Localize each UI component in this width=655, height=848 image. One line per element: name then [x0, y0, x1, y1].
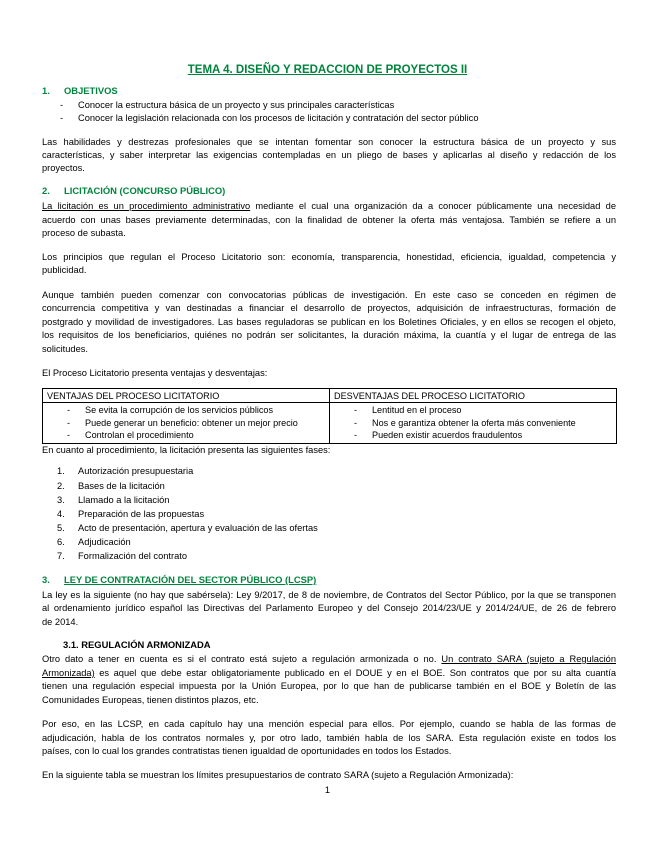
- sara-line-2: Armonizada) es aquel que debe estar obligatoriamente publicado en el DOUE y en el BOE. Son contratos que por su alta cuantía: [42, 668, 616, 678]
- section-3-title: LEY DE CONTRATACIÓN DEL SECTOR PÚBLICO (LCSP): [64, 574, 317, 585]
- phases-intro: En cuanto al procedimiento, la licitación presenta las siguientes fases:: [42, 445, 331, 455]
- convocatorias-line-1: Aunque también pueden comenzar con convocatorias públicas de investigación. En este caso se conceden en régimen de: [42, 290, 616, 300]
- convocatorias-line-3: postgrado y movilidad de investigadores. Las bases reguladoras se publican en los Boletines Oficiales, y en ellos se recogen el objeto,: [42, 317, 616, 327]
- section-2-title: LICITACIÓN (CONCURSO PÚBLICO): [64, 185, 226, 196]
- advantages-table: [42, 388, 617, 444]
- phase-text-1: Autorización presupuestaria: [78, 466, 194, 476]
- phase-number-2: 2.: [57, 481, 65, 491]
- disadvantages-cell: [330, 403, 617, 444]
- table-intro: El Proceso Licitatorio presenta ventajas y desventajas:: [42, 368, 268, 378]
- lcsp-mention-line-1: Por eso, en las LCSP, en cada capítulo hay una mención especial para ellos. Por ejemplo, cuando se habla de las formas de: [42, 719, 616, 729]
- section-1-number: 1.: [42, 85, 50, 96]
- section-2-heading: [42, 185, 225, 196]
- phase-number-3: 3.: [57, 495, 65, 505]
- phase-text-7: Formalización del contrato: [78, 551, 188, 561]
- objectives-paragraph-line-1: Las habilidades y destrezas profesionales que se intentan fomentar son conocer la estructura básica de un proyecto y sus: [42, 137, 616, 147]
- section-3-number: 3.: [42, 574, 50, 585]
- sara-line-1: Otro dato a tener en cuenta es si el contrato está sujeto a regulación armonizada o no. Un contrato SARA (sujeto a Regulación: [42, 654, 616, 664]
- section-3-heading: [42, 574, 316, 585]
- law-line-2: al ordenamiento jurídico español las Directivas del Parlamento Europeo y del Consejo 2014/23/UE y 2014/24/UE, de 26 de febrero: [42, 603, 616, 613]
- lcsp-mention-line-3: países, con lo cual los grandes contratistas tienen igualdad de oportunidades en todos los Estados.: [42, 746, 452, 756]
- convocatorias-line-4: los requisitos de los beneficiarios, quiénes no podrán ser solicitantes, la duración máxima, la cuantía y el lugar de entrega de las: [42, 330, 616, 340]
- phase-text-5: Acto de presentación, apertura y evaluación de las ofertas: [78, 523, 318, 533]
- phase-number-7: 7.: [57, 551, 65, 561]
- page-number: 1: [324, 785, 331, 795]
- phase-text-2: Bases de la licitación: [78, 481, 165, 491]
- phase-number-5: 5.: [57, 523, 65, 533]
- phase-text-3: Llamado a la licitación: [78, 495, 170, 505]
- sara-line-3: tienen una regulación especial impuesta por la Unión Europea, por lo que han de publicarse también en el BOE y Boletín de las: [42, 681, 616, 691]
- phase-number-1: 1.: [57, 466, 65, 476]
- licitacion-definition-line-3: proceso de subasta.: [42, 228, 126, 238]
- subsection-3-1-heading: [63, 639, 211, 650]
- phase-text-4: Preparación de las propuestas: [78, 509, 205, 519]
- sara-line-4: Comunidades Europeas, tienen distintos plazos, etc.: [42, 695, 259, 705]
- law-line-3: de 2014.: [42, 617, 79, 627]
- advantage-item: - Puede generar un beneficio: obtener un mejor precio: [67, 417, 298, 428]
- sara-table-intro: En la siguiente tabla se muestran los límites presupuestarios de contrato SARA (sujeto a Regulación Armonizada):: [42, 770, 514, 780]
- subsection-3-1-title: REGULACIÓN ARMONIZADA: [81, 639, 211, 650]
- objectives-paragraph-line-2: características, y saber interpretar las exigencias contempladas en un pliego de bases y aplicarlas al diseño y redacción de los: [42, 150, 616, 160]
- advantages-header: VENTAJAS DEL PROCESO LICITATORIO: [43, 389, 330, 403]
- disadvantages-header: DESVENTAJAS DEL PROCESO LICITATORIO: [330, 389, 617, 403]
- objectives-paragraph-line-3: proyectos.: [42, 163, 85, 173]
- disadvantage-item: - Lentitud en el proceso: [354, 405, 462, 415]
- phase-number-6: 6.: [57, 537, 65, 547]
- objective-dash-2: -: [60, 113, 64, 123]
- section-1-title: OBJETIVOS: [64, 85, 118, 96]
- objective-item-2: Conocer la legislación relacionada con los procesos de licitación y contratación del sector público: [78, 113, 479, 123]
- phase-text-6: Adjudicación: [78, 537, 131, 547]
- principles-line-1: Los principios que regulan el Proceso Licitatorio son: economía, transparencia, honestidad, eficiencia, igualdad, competencia y: [42, 252, 616, 262]
- section-2-number: 2.: [42, 185, 50, 196]
- lcsp-mention-line-2: adjudicación, habla de los contratos normales y, por otro lado, también habla de los SARA. Esta regulación existe en todos los: [42, 733, 616, 743]
- subsection-3-1-number: 3.1.: [63, 639, 79, 650]
- law-line-1: La ley es la siguiente (no hay que sabérsela): Ley 9/2017, de 8 de noviembre, de Contratos del Sector Público, por la que se transponen: [42, 590, 616, 600]
- section-1-heading: [42, 85, 118, 96]
- advantage-item: - Se evita la corrupción de los servicios públicos: [67, 405, 274, 415]
- advantage-item: - Controlan el procedimiento: [67, 430, 194, 441]
- licitacion-definition-line-2: acuerdo con unas bases previamente determinadas, con la finalidad de obtener la oferta más ventajosa. También se refiere a un: [42, 215, 616, 225]
- disadvantage-item: - Pueden existir acuerdos fraudulentos: [354, 430, 523, 441]
- convocatorias-line-2: concurrencia competitiva y van destinadas a financiar el desarrollo de proyectos, adquisición de infraestructuras, formación de: [42, 303, 616, 313]
- disadvantage-item: - Nos e garantiza obtener la oferta más conveniente: [354, 417, 576, 428]
- convocatorias-line-5: solicitudes.: [42, 344, 88, 354]
- advantages-cell: [43, 403, 330, 444]
- phase-number-4: 4.: [57, 509, 65, 519]
- objective-dash-1: -: [60, 100, 64, 110]
- licitacion-definition-line-1: [42, 200, 616, 213]
- licitacion-definition-term: La licitación es un procedimiento administrativo: [42, 201, 251, 211]
- objective-item-1: Conocer la estructura básica de un proyecto y sus principales características: [78, 100, 395, 110]
- licitacion-definition-rest: mediante el cual una organización da a conocer públicamente una necesidad de: [250, 201, 616, 211]
- principles-line-2: publicidad.: [42, 265, 87, 275]
- document-title: TEMA 4. DISEÑO Y REDACCION DE PROYECTOS II: [187, 64, 468, 76]
